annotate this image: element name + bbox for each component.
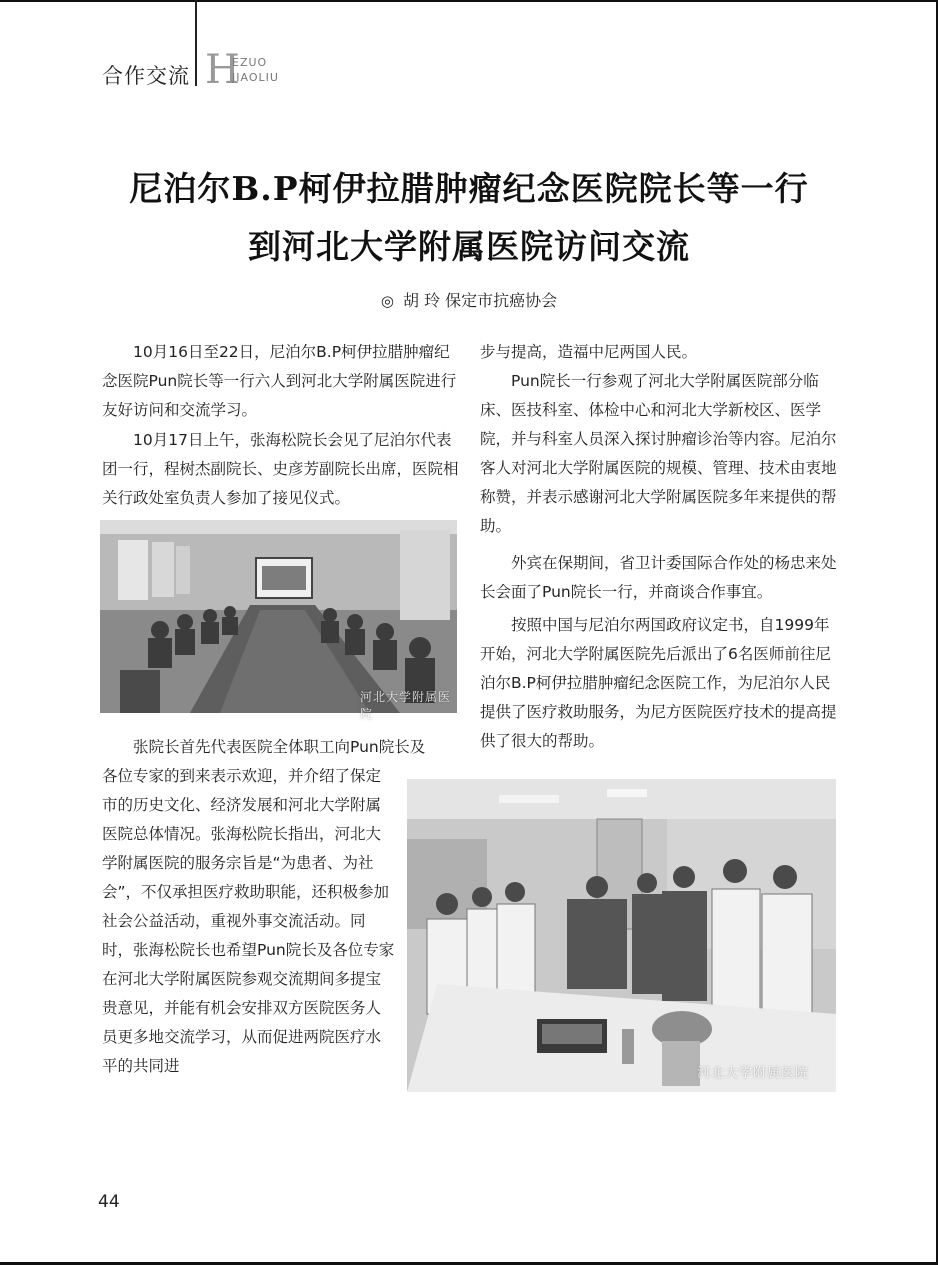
section-en-line2: JIAOLIU <box>232 71 279 84</box>
left-paragraph-2: 10月17日上午，张海松院长会见了尼泊尔代表团一行，程树杰副院长、史彦芳副院长出席，医院相关行政处室负责人参加了接见仪式。 <box>102 431 459 507</box>
left-paragraph-3-body: 各位专家的到来表示欢迎，并介绍了保定市的历史文化、经济发展和河北大学附属医院总体情况。张海松院长指出，河北大学附属医院的服务宗旨是“为患者、为社会”，不仅承担医疗救助职能，还积极参加社会公益活动，重视外事交流活动。同时，张海松院长也希望Pun院长及各位专家在河北大学附属医院参观交流期间多提宝贵意见，并能有机会安排双方医院医务人员更多地交流学习，从而促进两院医疗水平的共同进 <box>102 767 395 1075</box>
byline <box>0 288 938 311</box>
top-border <box>0 0 938 2</box>
section-en-line1: EZUO <box>232 56 268 69</box>
byline-text: 胡 玲 保定市抗癌协会 <box>403 291 558 310</box>
left-paragraph-3-first-line: 张院长首先代表医院全体职工向Pun院长及 <box>133 738 426 756</box>
article-title-line1: 尼泊尔B.P柯伊拉腊肿瘤纪念医院院长等一行 <box>129 169 809 208</box>
meeting-photo-image <box>100 520 457 713</box>
right-paragraph-5: 外宾在保期间，省卫计委国际合作处的杨忠来处长会面了Pun院长一行，并商谈合作事宜。 <box>480 554 837 601</box>
group-photo-watermark: 河北大学附属医院 <box>697 1066 810 1081</box>
right-paragraph-6: 按照中国与尼泊尔两国政府议定书，自1999年开始，河北大学附属医院先后派出了6名医师前往尼泊尔B.P柯伊拉腊肿瘤纪念医院工作，为尼泊尔人民提供了医疗救助服务，为尼方医院医疗技术的提高提供了很大的帮助。 <box>480 616 837 750</box>
right-paragraph-3-end: 步与提高，造福中尼两国人民。 <box>480 343 698 361</box>
section-initial-letter: H <box>205 47 240 93</box>
section-title: 合作交流 <box>102 64 190 88</box>
group-photo-image <box>407 779 836 1092</box>
group-photo <box>407 779 836 1092</box>
article-title-line2: 到河北大学附属医院访问交流 <box>248 227 690 266</box>
left-paragraph-1: 10月16日至22日，尼泊尔B.P柯伊拉腊肿瘤纪念医院Pun院长等一行六人到河北大学附属医院进行友好访问和交流学习。 <box>102 343 457 419</box>
meeting-photo <box>100 520 457 721</box>
meeting-photo-watermark: 河北大学附属医院 <box>360 690 452 721</box>
header-separator <box>195 0 197 86</box>
page-number: 44 <box>98 1192 120 1212</box>
right-paragraph-4: Pun院长一行参观了河北大学附属医院部分临床、医技科室、体检中心和河北大学新校区、医学院，并与科室人员深入探讨肿瘤诊治等内容。尼泊尔客人对河北大学附属医院的规模、管理、技术由衷地称赞，并表示感谢河北大学附属医院多年来提供的帮助。 <box>480 372 837 535</box>
byline-mark: ◎ <box>380 292 394 310</box>
